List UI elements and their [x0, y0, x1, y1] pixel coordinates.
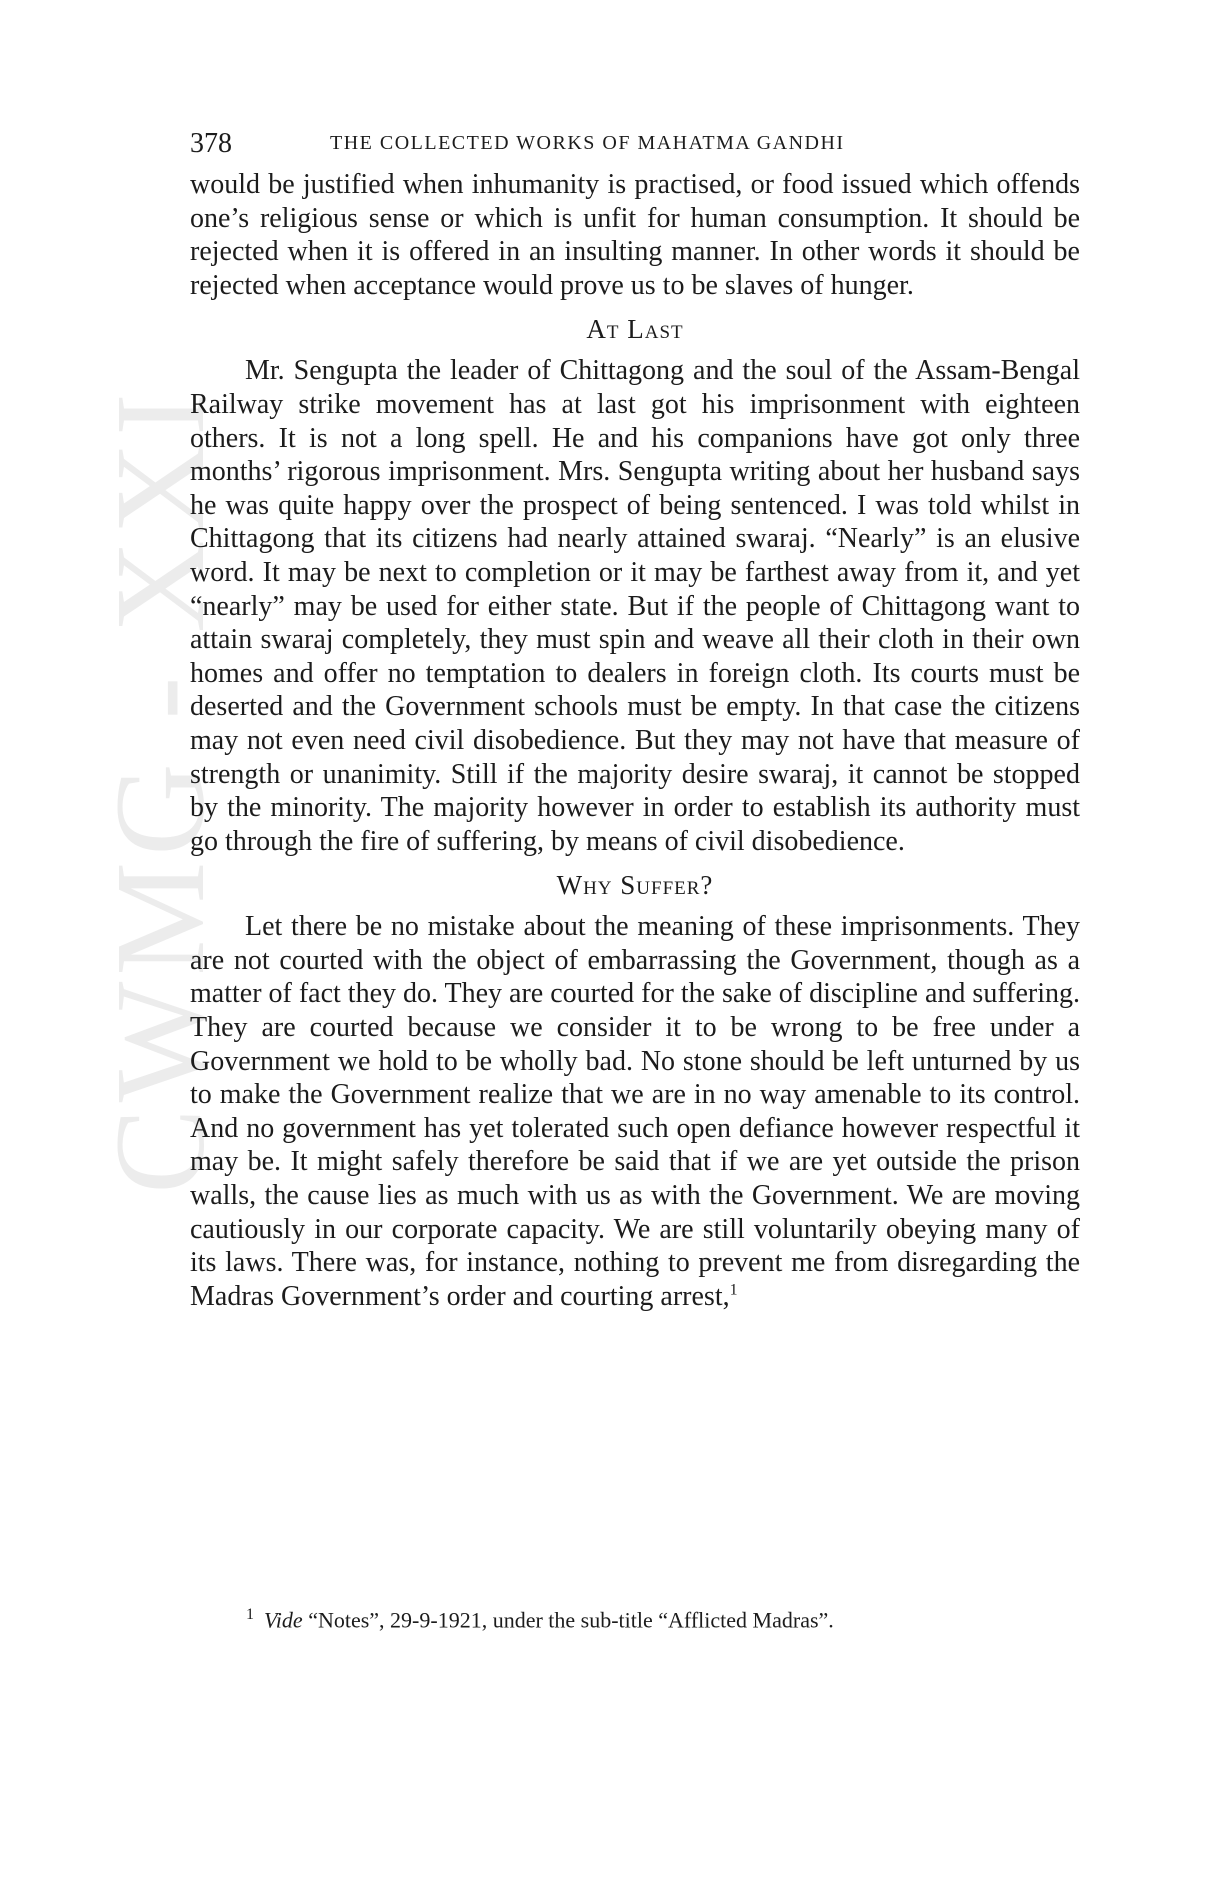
paragraph-at-last: Mr. Sengupta the leader of Chittagong and the soul of the Assam-Bengal Railway strike movement has at last got his imprisonment with eighteen others. It is not a long spell. He and his companions have got only three months’ rigorous imprisonment. Mrs. Sengupta writing about her husband says he was quite happy over the prospect of being sentenced. I was told whilst in Chittagong that its citizens had nearly attained swaraj. “Nearly” is an elusive word. It may be next to completion or it may be farthest away from it, and yet “nearly” may be used for either state. But if the people of Chittagong want to attain swaraj completely, they must spin and weave all their cloth in their own homes and offer no temptation to dealers in foreign cloth. Its courts must be deserted and the Government schools must be empty. In that case the citizens may not even need civil disobedience. But they may not have that measure of strength or unanimity. Still if the majority desire swaraj, it cannot be stopped by the minority. The majority however in order to establish its authority must go through the fire of suffering, by means of civil disobedience.	[190, 355, 1080, 857]
opening-paragraph: would be justified when inhumanity is practised, or food issued which offends one’s religious sense or which is unfit for human consumption. It should be rejected when it is offered in an insulting manner. In other words it should be rejected when acceptance would prove us to be slaves of hunger.	[190, 169, 1080, 301]
paragraph-why-suffer	[190, 910, 1080, 1313]
footnote	[246, 1606, 834, 1633]
section-heading-at-last: At Last	[586, 314, 684, 345]
watermark-text: CWMG - XXI	[88, 386, 231, 1194]
page-header	[190, 128, 1080, 168]
section-heading-why-suffer: Why Suffer?	[556, 870, 714, 901]
footnote-reference: 1	[729, 1281, 738, 1299]
paragraph-why-suffer-text: Let there be no mistake about the meaning of these imprisonments. They are not courted with the object of embarrassing the Government, though as a matter of fact they do. They are courted for the sake of discipline and suffering. They are courted because we consider it to be wrong to be free under a Government we hold to be wholly bad. No stone should be left unturned by us to make the Government realize that we are in no way amenable to its control. And no government has yet tolerated such open defiance however respectful it may be. It might safely therefore be said that if we are yet outside the prison walls, the cause lies as much with us as with the Government. We are moving cautiously in our corporate capacity. We are still voluntarily obeying many of its laws. There was, for instance, nothing to prevent me from disregarding the Madras Government’s order and courting arrest,	[190, 911, 1080, 1312]
footnote-text: “Notes”, 29-9-1921, under the sub-title “Afflicted Madras”.	[302, 1607, 834, 1633]
footnote-number: 1	[246, 1606, 254, 1623]
page-body	[190, 128, 1080, 1313]
running-title: THE COLLECTED WORKS OF MAHATMA GANDHI	[330, 132, 845, 154]
page-number: 378	[190, 128, 232, 159]
footnote-italic: Vide	[264, 1607, 303, 1633]
